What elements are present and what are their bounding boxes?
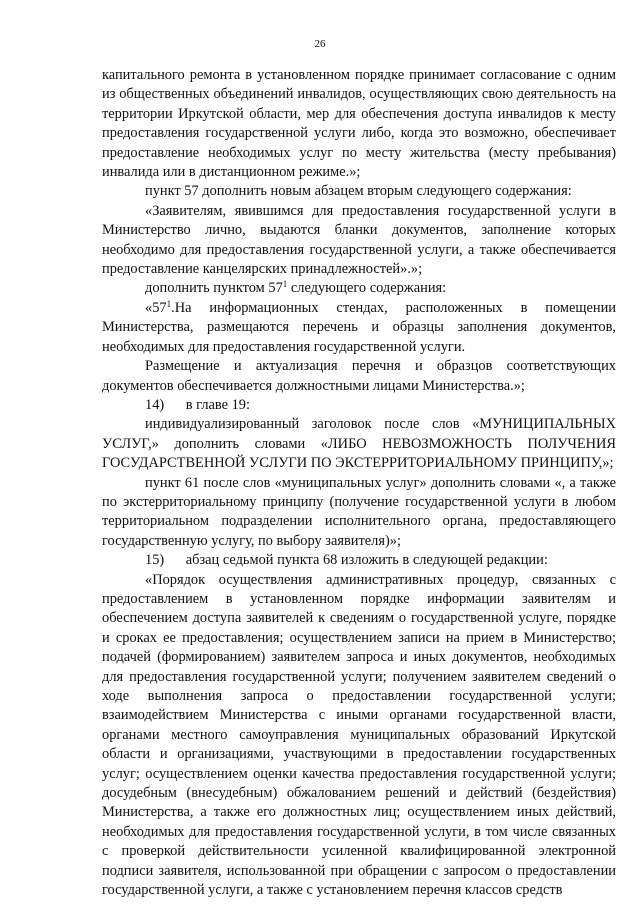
superscript: 1 [282,279,288,290]
paragraph-procedure: «Порядок осуществления административных процедур, связанных с предоставлением в установленном порядке информации заявителям и обеспечением доступа заявителей к сведениям о государственной услуге, порядке и сроках ее предоставления; осуществлением записи на прием в Министерство; подачей (формированием) заявителем запроса и иных документов, необходимых для предоставления государственной услуги; получением заявителем сведений о ходе выполнения запроса о предоставлении государственной услуги; взаимодействием Министерства с иными органами государственной власти, органами местного самоуправления муниципальных образований Иркутской области и организациями, участвующими в предоставлении государственных услуг; осуществлением оценки качества предоставления государственной услуги; досудебным (внесудебным) обжалованием решений и действий (бездействия) Министерства, а также его должностных лиц; осуществлением иных действий, необходимых для предоставления государственной услуги, в том числе связанных с проверкой действительности усиленной квалифицированной электронной подписи заявителя, использованной при обращении с запросом о предоставлении государственной услуги, а также с установлением перечня классов средств [102,571,616,899]
text-after-sup: .На информационных стендах, расположенных в помещении Министерства, размещаются перечень и образцы заполнения документов, необходимых для предоставления государственной услуги. [102,299,616,355]
paragraph-continuation: капитального ремонта в установленном порядке принимает согласование с одним из общественных объединений инвалидов, осуществляющих свою деятельность на территории Иркутской области, мер для обеспечения доступа инвалидов к месту предоставления государственной услуги либо, когда это возможно, обеспечивает предоставление необходимых услуг по месту жительства (месту пребывания) инвалида или в дистанционном режиме.»; [102,67,616,181]
document-body [102,66,616,900]
page-number: 26 [314,38,326,50]
text-before-sup: дополнить пунктом 57 [145,280,283,297]
paragraph-placement: Размещение и актуализация перечня и образцов соответствующих документов обеспечивается должностными лицами Министерства.»; [102,358,616,394]
paragraph-point-57: пункт 57 дополнить новым абзацем вторым следующего содержания: [145,183,572,200]
paragraph-point-57-1 [102,299,616,357]
paragraph-item-15: 15) абзац седьмой пункта 68 изложить в следующей редакции: [145,552,548,569]
paragraph-item-14: 14) в главе 19: [145,396,250,413]
paragraph-applicants: «Заявителям, явившимся для предоставления государственной услуги в Министерство лично, выдаются бланки документов, заполнение которых необходимо для предоставления государственной услуги, а также обеспечивается предоставление канцелярских принадлежностей».»; [102,202,616,278]
text-after-sup: следующего содержания: [287,280,447,297]
paragraph-point-61: пункт 61 после слов «муниципальных услуг» дополнить словами «, а также по экстерриториальному принципу (получение государственной услуги в любом территориальном подразделении исполнительного органа, предоставляющего государственную услугу, по выбору заявителя)»; [102,474,616,549]
paragraph-heading-change: индивидуализированный заголовок после слов «МУНИЦИПАЛЬНЫХ УСЛУГ,» дополнить словами «ЛИБО НЕВОЗМОЖНОСТЬ ПОЛУЧЕНИЯ ГОСУДАРСТВЕННОЙ УСЛУГИ ПО ЭКСТЕРРИТОРИАЛЬНОМУ ПРИНЦИПУ,»; [102,416,616,472]
paragraph-add-point-57-1 [102,279,616,298]
text-before-sup: «57 [145,299,167,316]
superscript: 1 [166,298,172,309]
